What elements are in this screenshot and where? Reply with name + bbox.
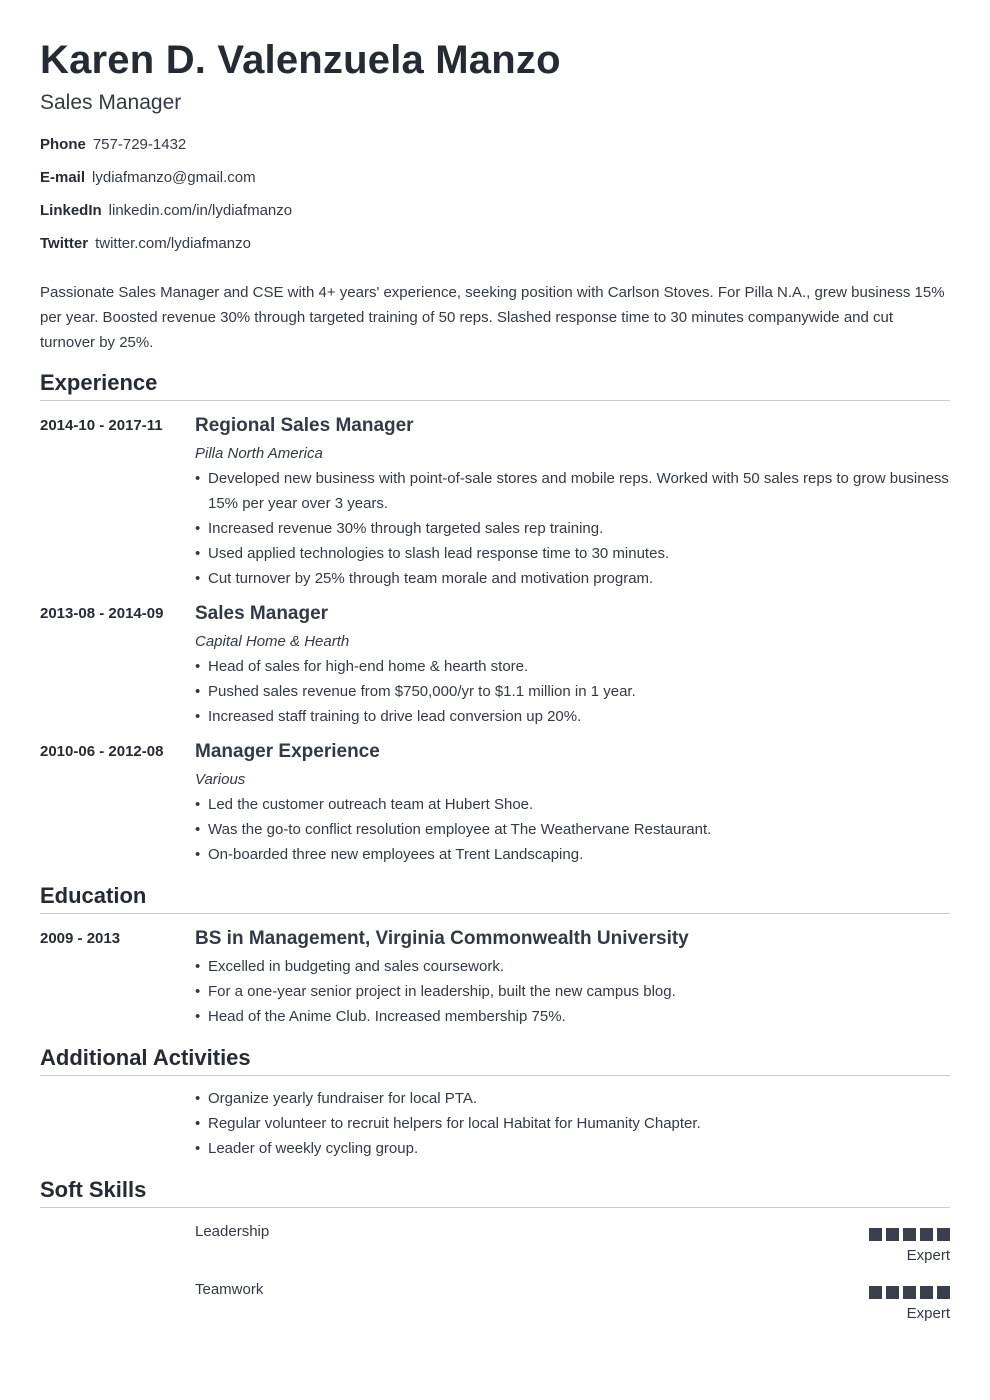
- contact-phone: [40, 136, 950, 169]
- rating-square: [937, 1228, 950, 1241]
- bullet-item: • Organize yearly fundraiser for local PTA.: [195, 1086, 950, 1111]
- entry-bullets: [195, 466, 950, 591]
- rating-square: [920, 1228, 933, 1241]
- entry-title: Sales Manager: [195, 603, 329, 624]
- contact-value: 757-729-1432: [92, 136, 187, 153]
- rating-square: [869, 1286, 882, 1299]
- bullet-item: • Excelled in budgeting and sales coursework.: [195, 954, 950, 979]
- entry-dates: 2009 - 2013: [40, 930, 121, 947]
- entry-dates: 2013-08 - 2014-09: [40, 605, 164, 622]
- rating-square: [903, 1228, 916, 1241]
- bullet-item: • Leader of weekly cycling group.: [195, 1136, 950, 1161]
- skill-rating-dots: [869, 1286, 950, 1299]
- bullet-item: • On-boarded three new employees at Trent Landscaping.: [195, 842, 950, 867]
- rating-square: [886, 1228, 899, 1241]
- entry-title: Manager Experience: [195, 741, 380, 762]
- section-title-activities: Additional Activities: [40, 1045, 950, 1076]
- contact-email: [40, 169, 950, 202]
- activities-entry: [40, 1086, 950, 1161]
- skill-rating: [869, 1278, 950, 1322]
- summary-paragraph: Passionate Sales Manager and CSE with 4+ years' experience, seeking position with Carlson Stoves. For Pilla N.A., grew business 15% per year. Boosted revenue 30% through targeted training of 50 reps. Slashed response time to 30 minutes companywide and cut turnover by 25%.: [40, 284, 945, 351]
- skill-rating-dots: [869, 1228, 950, 1241]
- contact-label: Phone: [40, 136, 86, 153]
- entry-organization: Various: [195, 771, 246, 788]
- bullet-item: • Led the customer outreach team at Hubert Shoe.: [195, 792, 950, 817]
- experience-entry: [40, 739, 950, 867]
- contact-label: LinkedIn: [40, 202, 102, 219]
- contact-list: [40, 136, 950, 268]
- bullet-item: • Increased revenue 30% through targeted sales rep training.: [195, 516, 950, 541]
- section-title-experience: Experience: [40, 370, 950, 401]
- experience-entry: [40, 413, 950, 591]
- skill-row: [195, 1220, 950, 1264]
- entry-title: BS in Management, Virginia Commonwealth University: [195, 928, 689, 949]
- candidate-title: Sales Manager: [40, 91, 182, 114]
- bullet-item: • Developed new business with point-of-sale stores and mobile reps. Worked with 50 sales reps to grow business 15% per year over 3 years.: [195, 466, 950, 516]
- bullet-item: • Regular volunteer to recruit helpers for local Habitat for Humanity Chapter.: [195, 1111, 950, 1136]
- contact-label: E-mail: [40, 169, 86, 186]
- contact-value: lydiafmanzo@gmail.com: [92, 169, 256, 186]
- entry-bullets: [195, 654, 950, 729]
- skill-name: Teamwork: [195, 1281, 264, 1298]
- bullet-item: • Pushed sales revenue from $750,000/yr to $1.1 million in 1 year.: [195, 679, 950, 704]
- experience-entry: [40, 601, 950, 729]
- education-entry: [40, 926, 950, 1029]
- entry-organization: Pilla North America: [195, 445, 323, 462]
- skill-name: Leadership: [195, 1223, 270, 1240]
- bullet-item: • Used applied technologies to slash lead response time to 30 minutes.: [195, 541, 950, 566]
- bullet-item: • Head of the Anime Club. Increased membership 75%.: [195, 1004, 950, 1029]
- entry-organization: Capital Home & Hearth: [195, 633, 350, 650]
- entry-bullets: [195, 954, 950, 1029]
- rating-square: [903, 1286, 916, 1299]
- bullet-item: • Was the go-to conflict resolution employee at The Weathervane Restaurant.: [195, 817, 950, 842]
- activities-bullets: [195, 1086, 950, 1161]
- bullet-item: • Increased staff training to drive lead conversion up 20%.: [195, 704, 950, 729]
- skill-row: [195, 1278, 950, 1322]
- entry-dates: 2010-06 - 2012-08: [40, 743, 164, 760]
- bullet-item: • Cut turnover by 25% through team morale and motivation program.: [195, 566, 950, 591]
- rating-square: [937, 1286, 950, 1299]
- rating-square: [869, 1228, 882, 1241]
- section-title-skills: Soft Skills: [40, 1177, 950, 1208]
- entry-bullets: [195, 792, 950, 867]
- contact-label: Twitter: [40, 235, 89, 252]
- rating-square: [886, 1286, 899, 1299]
- entry-title: Regional Sales Manager: [195, 415, 414, 436]
- skill-level: Expert: [906, 1305, 950, 1322]
- contact-value: twitter.com/lydiafmanzo: [95, 235, 251, 252]
- skill-level: Expert: [906, 1247, 950, 1264]
- candidate-name: Karen D. Valenzuela Manzo: [40, 38, 561, 82]
- contact-linkedin: [40, 202, 950, 235]
- section-title-education: Education: [40, 883, 950, 914]
- skill-rating: [869, 1220, 950, 1264]
- rating-square: [920, 1286, 933, 1299]
- bullet-item: • For a one-year senior project in leadership, built the new campus blog.: [195, 979, 950, 1004]
- contact-twitter: [40, 235, 950, 268]
- bullet-item: • Head of sales for high-end home & hearth store.: [195, 654, 950, 679]
- entry-dates: 2014-10 - 2017-11: [40, 417, 163, 434]
- contact-value: linkedin.com/in/lydiafmanzo: [108, 202, 293, 219]
